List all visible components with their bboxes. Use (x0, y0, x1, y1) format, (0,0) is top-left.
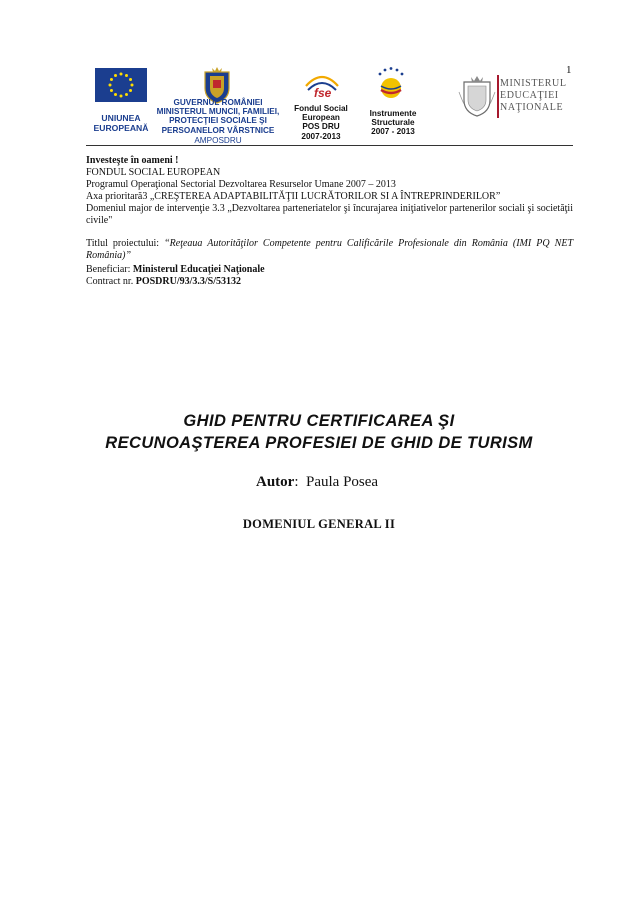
domain-title: DOMENIUL GENERAL II (242, 517, 396, 531)
contract-line (86, 276, 573, 288)
eu-star (120, 95, 123, 98)
eu-star (125, 93, 128, 96)
document-title-line-2: RECUNOAŞTEREA PROFESIEI DE GHID DE TURISM (105, 434, 533, 452)
intervention-domain-line: Domeniul major de intervenţie 3.3 „Dezvoltarea parteneriatelor şi încurajarea iniţiativelor partenerilor sociali şi societăţii civile" (86, 203, 573, 226)
fse-line: FONDUL SOCIAL EUROPEAN (86, 167, 221, 178)
page-number: 1 (566, 64, 572, 76)
fse-caption-line: POS DRU (302, 122, 340, 132)
eu-star (131, 84, 134, 87)
eu-star (129, 78, 132, 81)
invest-line: Investeşte în oameni ! (86, 155, 179, 166)
contract-label: Contract nr. (86, 276, 134, 287)
eu-caption (86, 114, 156, 133)
eu-star (114, 93, 117, 96)
fse-logo-icon (302, 70, 342, 102)
ministry-accent-bar (497, 75, 499, 118)
author-label: Autor (256, 474, 295, 490)
eu-star (129, 89, 132, 92)
project-title-label: Titlul proiectului: (86, 238, 160, 249)
eu-star (110, 89, 113, 92)
svg-text:fse: fse (314, 86, 332, 100)
ministry-name (500, 78, 567, 114)
government-caption-line: MINISTERUL MUNCII, FAMILIEI, (156, 107, 280, 117)
project-title-line (86, 238, 573, 261)
structural-instruments-logo-icon (374, 66, 408, 102)
eu-flag-icon (95, 68, 147, 102)
government-caption-line: PERSOANELOR VÂRSTNICE (161, 125, 275, 135)
eu-star (120, 73, 123, 76)
eu-star (114, 74, 117, 77)
beneficiary-label: Beneficiar: (86, 264, 131, 275)
ministry-name-line: NAŢIONALE (500, 102, 564, 113)
fse-caption-line: European (302, 113, 340, 123)
fse-caption-line: Fondul Social (294, 104, 348, 113)
structural-caption-line: Structurale (371, 118, 415, 128)
government-caption-line: PROTECŢIEI SOCIALE ŞI (169, 116, 267, 126)
beneficiary-line (86, 264, 573, 276)
beneficiary-value: Ministerul Educaţiei Naţionale (132, 264, 265, 275)
eu-star (110, 78, 113, 81)
eu-star (125, 74, 128, 77)
eu-caption-line: EUROPEANĂ (93, 122, 149, 133)
ministry-name-line: MINISTERUL (500, 78, 567, 89)
government-caption (148, 98, 288, 145)
ministry-name-line: EDUCAŢIEI (500, 90, 559, 101)
fse-caption-line: 2007-2013 (301, 131, 341, 141)
author-line (256, 474, 378, 491)
structural-caption (360, 109, 426, 137)
header-divider (86, 145, 573, 146)
author-name: Paula Posea (306, 474, 379, 490)
ministry-emblem-icon (458, 74, 496, 118)
program-line: Programul Operaţional Sectorial Dezvoltarea Resurselor Umane 2007 – 2013 (86, 179, 396, 190)
government-caption-line: GUVERNUL ROMÂNIEI (173, 98, 263, 107)
author-separator: : (294, 474, 306, 490)
project-title: “Reţeaua Autorităţilor Competente pentru Calificările Profesionale din România (IMI PQ NET România)” (86, 238, 574, 261)
contract-value: POSDRU/93/3.3/S/53132 (135, 276, 242, 287)
structural-caption-line: 2007 - 2013 (371, 127, 415, 137)
amposdru-label: AMPOSDRU (194, 135, 242, 145)
document-title-line-1: GHID PENTRU CERTIFICAREA ŞI (183, 412, 455, 430)
eu-caption-line: UNIUNEA (101, 113, 141, 123)
fse-caption (290, 104, 352, 141)
eu-star (109, 84, 112, 87)
structural-caption-line: Instrumente (369, 109, 417, 118)
priority-axis-line: Axa prioritară3 „CREŞTEREA ADAPTABILITĂŢII LUCRĂTORILOR SI A ÎNTREPRINDERILOR” (86, 191, 501, 202)
